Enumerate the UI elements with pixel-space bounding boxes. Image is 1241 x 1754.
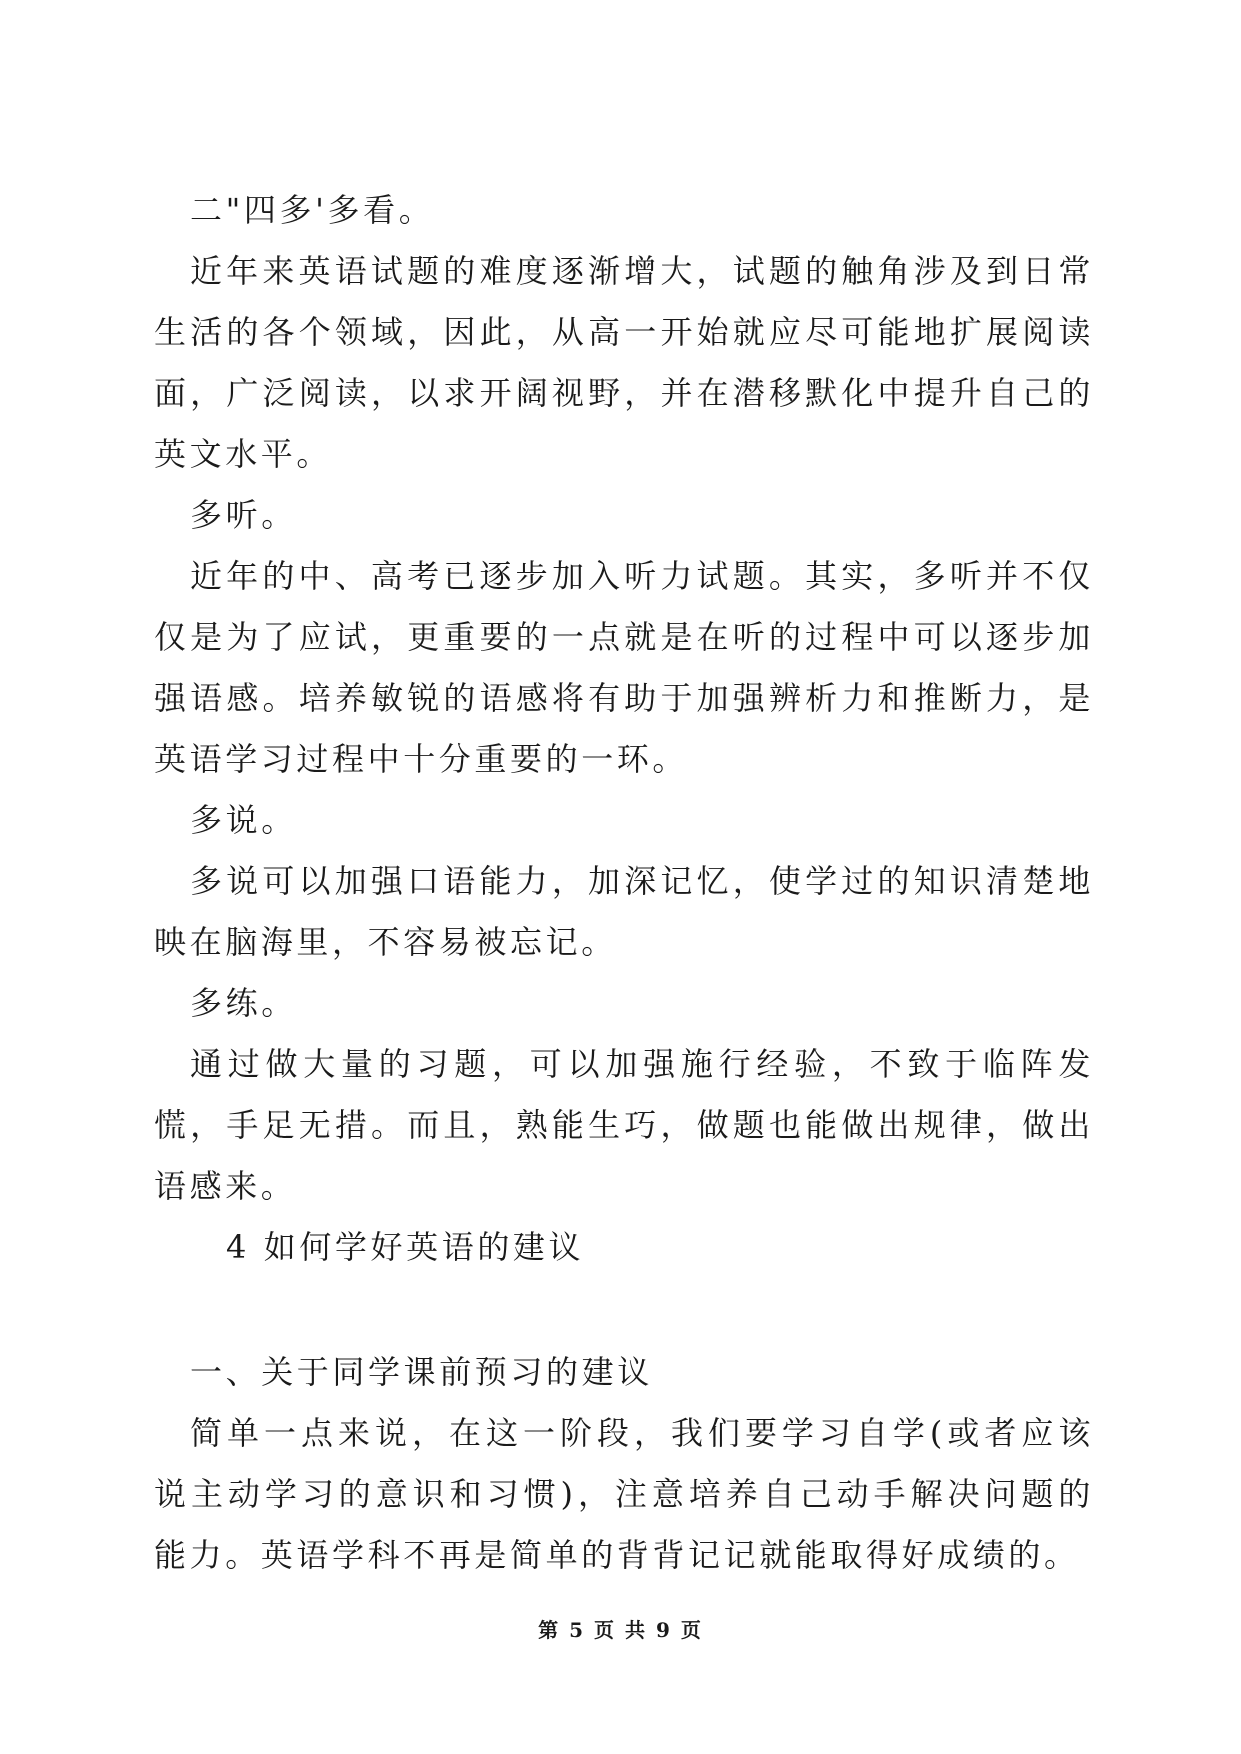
paragraph-read-more: 近年来英语试题的难度逐渐增大，试题的触角涉及到日常生活的各个领域，因此，从高一开始就应尽可能地扩展阅读面，广泛阅读，以求开阔视野，并在潜移默化中提升自己的英文水平。 — [154, 252, 1094, 473]
paragraph-heading-four-more: 二"四多'多看。 — [190, 191, 435, 229]
section-spacer — [154, 1278, 1094, 1342]
paragraph-heading-practice-more: 多练。 — [190, 984, 297, 1022]
paragraph-heading-speak-more: 多说。 — [190, 801, 297, 839]
sub-heading: 一、关于同学课前预习的建议 — [190, 1353, 653, 1391]
page-number-footer: 第 5 页 共 9 页 — [538, 1618, 703, 1642]
paragraph-preview-advice: 简单一点来说，在这一阶段，我们要学习自学(或者应该说主动学习的意识和习惯)，注意培养自己动手解决问题的能力。英语学科不再是简单的背背记记就能取得好成绩的。 — [154, 1414, 1094, 1574]
paragraph-heading-listen-more: 多听。 — [190, 496, 297, 534]
paragraph-practice-more: 通过做大量的习题，可以加强施行经验，不致于临阵发慌，手足无措。而且，熟能生巧，做题也能做出规律，做出语感来。 — [154, 1045, 1094, 1205]
document-body — [154, 180, 1094, 1586]
paragraph-listen-more: 近年的中、高考已逐步加入听力试题。其实，多听并不仅仅是为了应试，更重要的一点就是在听的过程中可以逐步加强语感。培养敏锐的语感将有助于加强辨析力和推断力，是英语学习过程中十分重要的一环。 — [154, 557, 1094, 778]
section-title: 4 如何学好英语的建议 — [226, 1228, 585, 1266]
paragraph-speak-more: 多说可以加强口语能力，加深记忆，使学过的知识清楚地映在脑海里，不容易被忘记。 — [154, 862, 1094, 961]
